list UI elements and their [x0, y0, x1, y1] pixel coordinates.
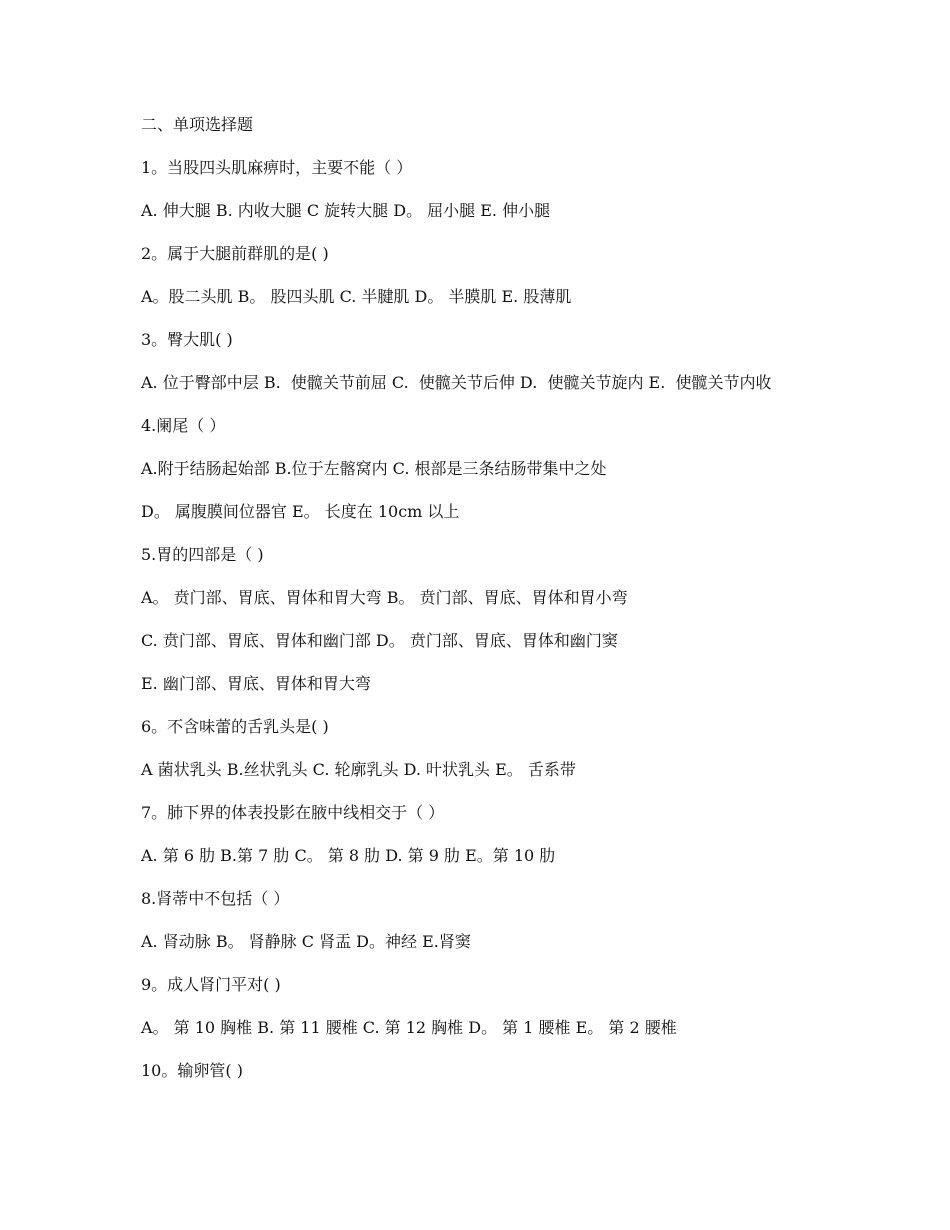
question-8: 8.肾蒂中不包括（ ） [141, 889, 290, 908]
question-6: 6。不含味蕾的舌乳头是( ) [141, 717, 329, 736]
question-9: 9。成人肾门平对( ) [141, 975, 281, 994]
question-5-options-line-1: A。 贲门部、胃底、胃体和胃大弯 B。 贲门部、胃底、胃体和胃小弯 [141, 588, 628, 607]
question-3: 3。臀大肌( ) [141, 330, 233, 349]
question-8-options: A. 肾动脉 B。 肾静脉 C 肾盂 D。神经 E.肾窦 [141, 932, 471, 951]
question-9-options: A。 第 10 胸椎 B. 第 11 腰椎 C. 第 12 胸椎 D。 第 1 腰椎 E。 第 2 腰椎 [141, 1018, 677, 1037]
question-5-options-line-3: E. 幽门部、胃底、胃体和胃大弯 [141, 674, 371, 693]
question-7: 7。肺下界的体表投影在腋中线相交于（ ） [141, 803, 445, 822]
question-2-options: A。股二头肌 B。 股四头肌 C. 半腱肌 D。 半膜肌 E. 股薄肌 [141, 287, 572, 306]
question-list [141, 114, 813, 1103]
question-2: 2。属于大腿前群肌的是( ) [141, 244, 329, 263]
question-1-options: A. 伸大腿 B. 内收大腿 C 旋转大腿 D。 屈小腿 E. 伸小腿 [141, 201, 551, 220]
question-5-options-line-2: C. 贲门部、胃底、胃体和幽门部 D。 贲门部、胃底、胃体和幽门窦 [141, 631, 618, 650]
question-10: 10。输卵管( ) [141, 1061, 243, 1080]
question-6-options: A 菌状乳头 B.丝状乳头 C. 轮廓乳头 D. 叶状乳头 E。 舌系带 [141, 760, 576, 779]
question-4-options-line-2: D。 属腹膜间位器官 E。 长度在 10cm 以上 [141, 502, 460, 521]
question-3-options: A. 位于臀部中层 B. 使髋关节前屈 C. 使髋关节后伸 D. 使髋关节旋内 E. 使髋关节内收 [141, 373, 772, 392]
question-1: 1。当股四头肌麻痹时，主要不能（ ） [141, 158, 413, 177]
question-4: 4.阑尾（ ） [141, 416, 226, 435]
question-4-options-line-1: A.附于结肠起始部 B.位于左髂窝内 C. 根部是三条结肠带集中之处 [141, 459, 607, 478]
question-5: 5.胃的四部是（ ) [141, 545, 264, 564]
question-7-options: A. 第 6 肋 B.第 7 肋 C。 第 8 肋 D. 第 9 肋 E。第 10 肋 [141, 846, 556, 865]
section-title: 二、单项选择题 [141, 115, 254, 134]
